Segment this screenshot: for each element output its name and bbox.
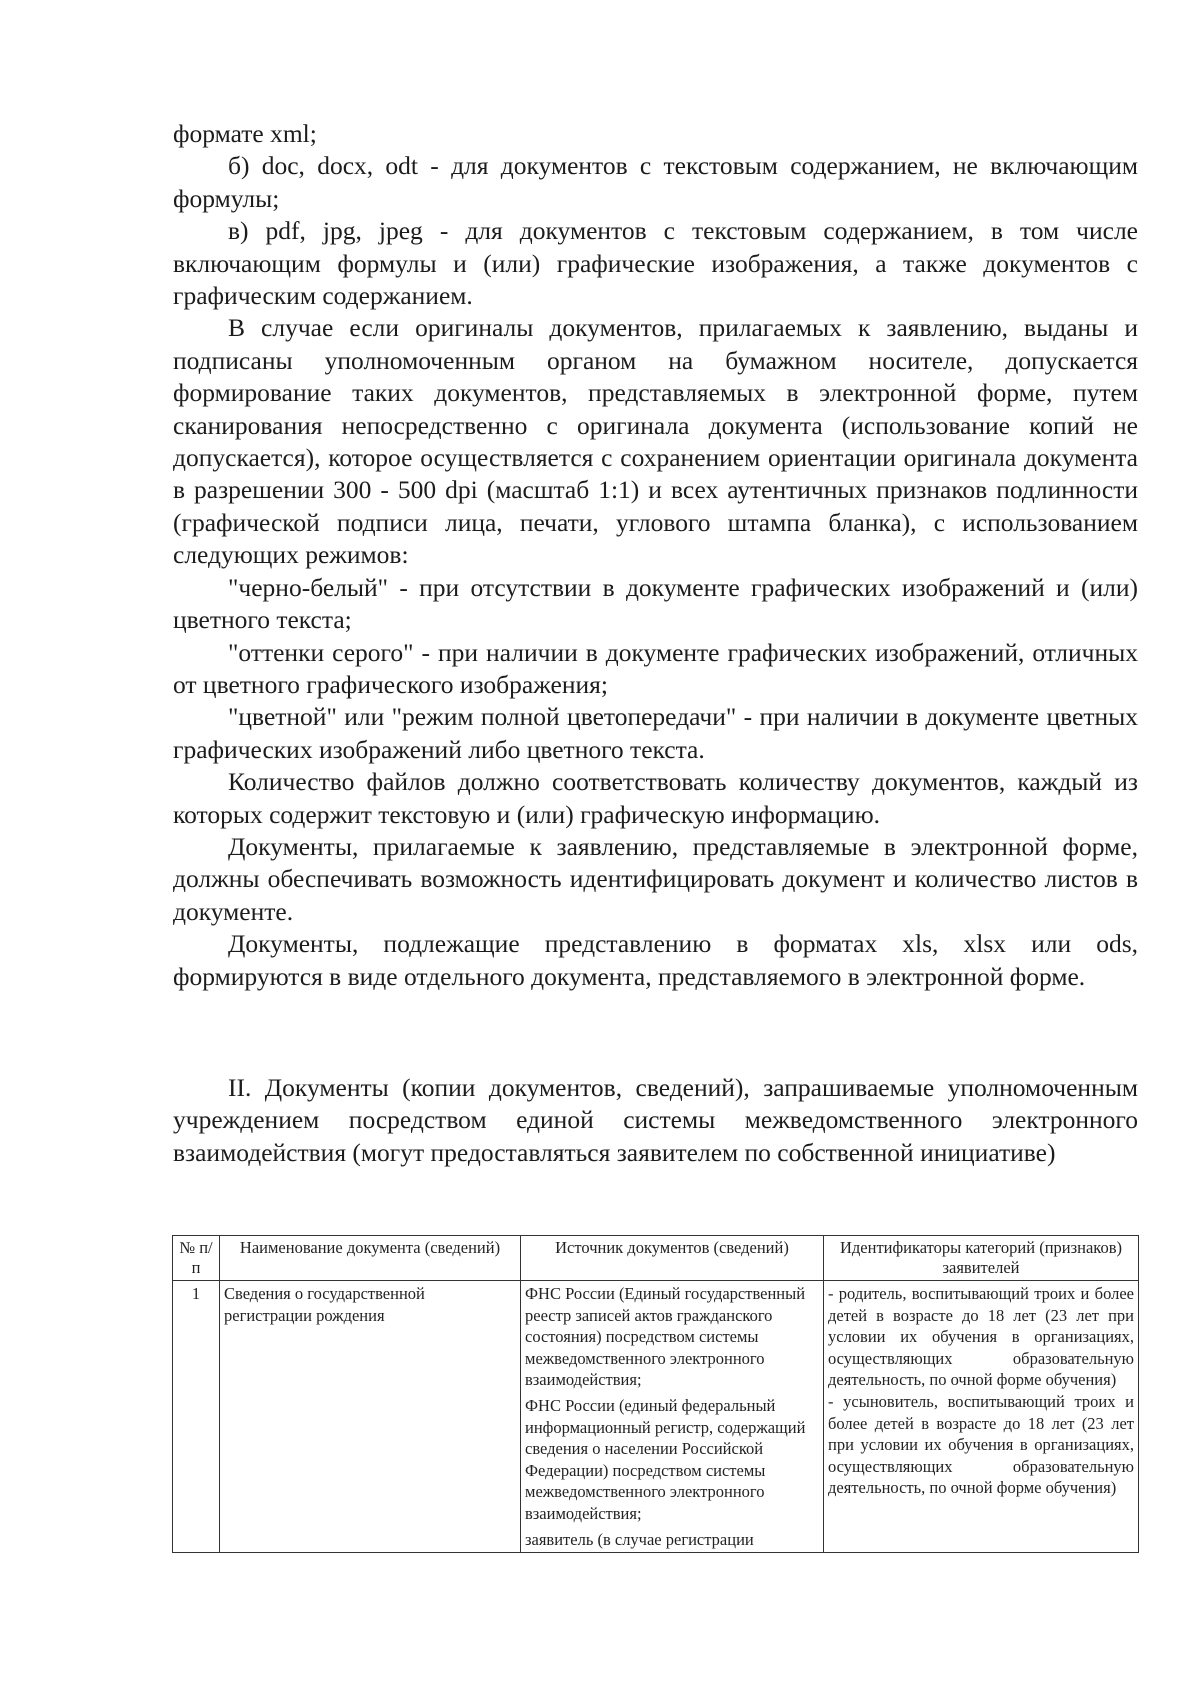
table-row	[173, 1281, 1139, 1553]
category-entry: - усыновитель, воспитывающий троих и более детей в возрасте до 18 лет (23 лет при условии их обучения в организациях, осуществляющих образовательную деятельность, по очной форме обучения)	[828, 1391, 1134, 1498]
paragraph: Документы, прилагаемые к заявлению, представляемые в электронной форме, должны обеспечивать возможность идентифицировать документ и количество листов в документе.	[173, 831, 1138, 926]
documents-table	[172, 1235, 1139, 1553]
row-document-name: Сведения о государственной регистрации рождения	[220, 1281, 521, 1553]
table-header-row	[173, 1236, 1139, 1281]
row-number: 1	[173, 1281, 220, 1553]
source-entry: ФНС России (Единый государственный реестр записей актов гражданского состояния) посредством системы межведомственного электронного взаимодействия;	[525, 1284, 806, 1390]
paragraph: В случае если оригиналы документов, прилагаемых к заявлению, выданы и подписаны уполномоченным органом на бумажном носителе, допускается формирование таких документов, представляемых в электронной форме, путем сканирования непосредственно с оригинала документа (использование копий не допускается), которое осуществляется с сохранением ориентации оригинала документа в разрешении 300 - 500 dpi (масштаб 1:1) и всех аутентичных признаков подлинности (графической подписи лица, печати, углового штампа бланка), с использованием следующих режимов:	[173, 313, 1138, 570]
source-entry: ФНС России (единый федеральный информационный регистр, содержащий сведения о населении Российской Федерации) посредством системы межведомственного электронного взаимодействия;	[525, 1395, 806, 1523]
body-text	[173, 118, 1138, 993]
category-entry: - родитель, воспитывающий троих и более детей в возрасте до 18 лет (23 лет при условии их обучения в организациях, осуществляющих образовательную деятельность, по очной форме обучения)	[828, 1284, 1134, 1390]
header-document-name: Наименование документа (сведений)	[220, 1236, 521, 1281]
paragraph: б) doc, docx, odt - для документов с текстовым содержанием, не включающим формулы;	[173, 151, 1138, 213]
header-applicant-categories: Идентификаторы категорий (признаков) заявителей	[824, 1236, 1139, 1281]
paragraph: Количество файлов должно соответствовать количеству документов, каждый из которых содержит текстовую и (или) графическую информацию.	[173, 767, 1138, 829]
section-heading: II. Документы (копии документов, сведений), запрашиваемые уполномоченным учреждением посредством единой системы межведомственного электронного взаимодействия (могут предоставляться заявителем по собственной инициативе)	[173, 1073, 1138, 1167]
paragraph: формате xml;	[173, 119, 317, 148]
paragraph: "цветной" или "режим полной цветопередачи" - при наличии в документе цветных графических изображений либо цветного текста.	[173, 702, 1138, 764]
header-document-source: Источник документов (сведений)	[521, 1236, 824, 1281]
paragraph: "оттенки серого" - при наличии в документе графических изображений, отличных от цветного графического изображения;	[173, 637, 1138, 699]
paragraph: в) pdf, jpg, jpeg - для документов с текстовым содержанием, в том числе включающим формулы и (или) графические изображения, а также документов с графическим содержанием.	[173, 216, 1138, 311]
header-number: № п/п	[173, 1236, 220, 1281]
paragraph: "черно-белый" - при отсутствии в документе графических изображений и (или) цветного текста;	[173, 572, 1138, 635]
source-entry: заявитель (в случае регистрации	[525, 1529, 754, 1549]
row-applicant-categories	[824, 1281, 1139, 1553]
paragraph: Документы, подлежащие представлению в форматах xls, xlsx или ods, формируются в виде отдельного документа, представляемого в электронной форме.	[173, 929, 1138, 991]
row-document-source	[521, 1281, 824, 1553]
